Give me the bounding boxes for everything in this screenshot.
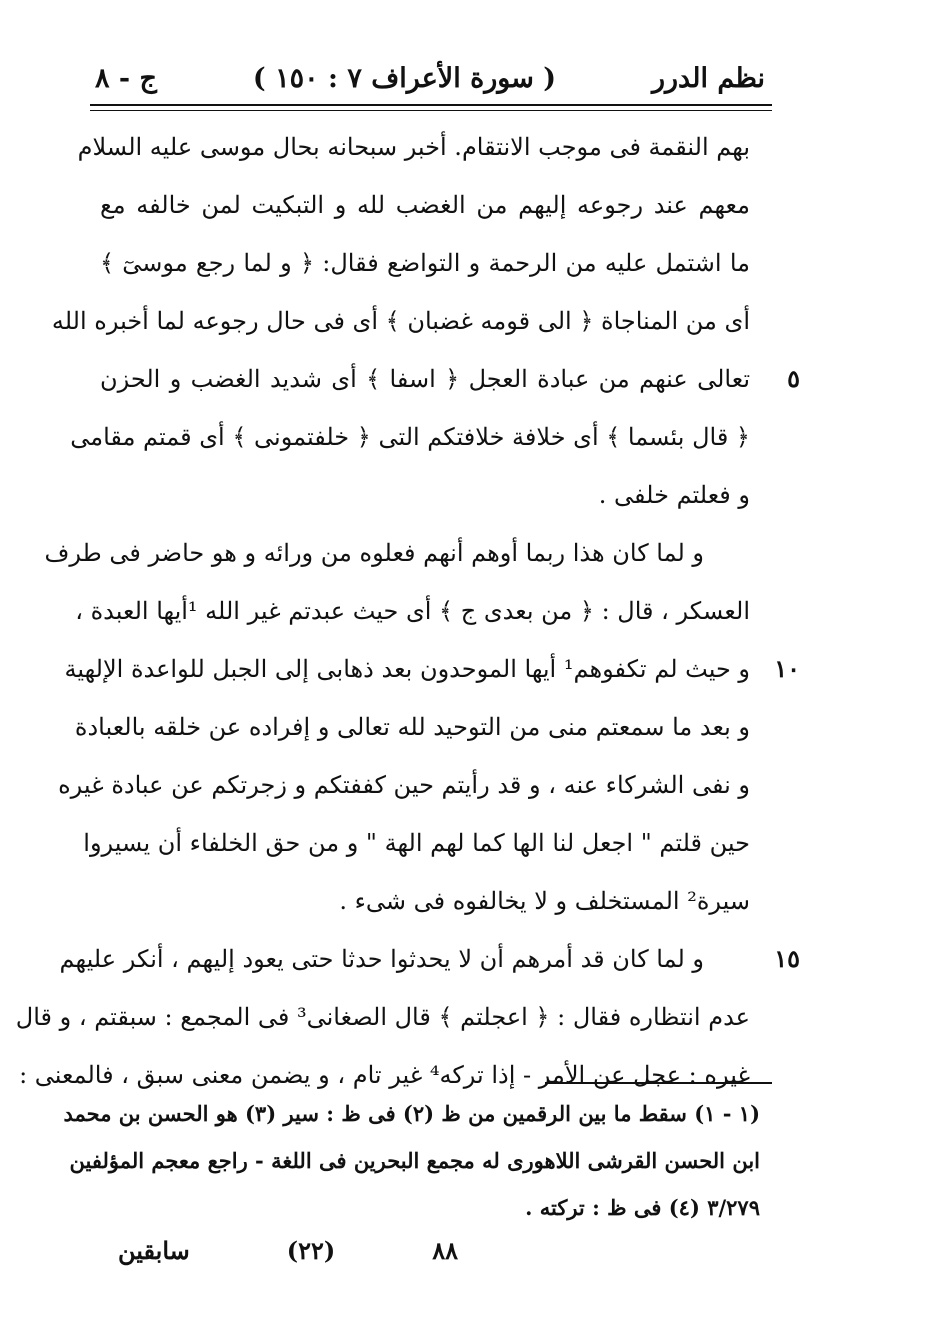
line-number-15: ١٥	[774, 944, 800, 973]
text-line: العسكر ، قال : ﴿ من بعدى ج ﴾ أى حيث عبدتم غير الله ¹أيها العبدة ،	[75, 597, 750, 625]
text-line: عدم انتظاره فقال : ﴿ اعجلتم ﴾ قال الصغانى³ فى المجمع : سبقتم ، و قال	[15, 1003, 750, 1031]
footnote-rule	[545, 1082, 772, 1084]
text-line: معهم عند رجوعه إليهم من الغضب لله و التبكيت لمن خالفه مع	[100, 191, 750, 219]
running-header	[95, 56, 765, 100]
text-line: سيرة² المستخلف و لا يخالفوه فى شىء .	[339, 887, 750, 915]
text-line: و حيث لم تكفوهم¹ أيها الموحدون بعد ذهابى إلى الجبل للواعدة الإلهية	[64, 655, 750, 683]
text-line: و لما كان هذا ربما أوهم أنهم فعلوه من ورائه و هو حاضر فى طرف	[44, 539, 704, 567]
text-line: بهم النقمة فى موجب الانتقام. أخبر سبحانه بحال موسى عليه السلام	[77, 133, 750, 161]
footnote-line: ابن الحسن القرشى اللاهورى له مجمع البحرين فى اللغة - راجع معجم المؤلفين	[69, 1148, 760, 1173]
text-line: ما اشتمل عليه من الرحمة و التواضع فقال: ﴿ و لما رجع موسىٓ ﴾	[100, 249, 750, 277]
signature-mark: (٢٢)	[286, 1235, 336, 1265]
footnote-line: ٣/٢٧٩ (٤) فى ظ : تركته .	[525, 1195, 760, 1220]
text-line: أى من المناجاة ﴿ الى قومه غضبان ﴾ أى فى حال رجوعه لما أخبره الله	[51, 307, 750, 335]
header-rule-thin	[90, 110, 772, 111]
text-line: حين قلتم " اجعل لنا الها كما لهم الهة " و من حق الخلفاء أن يسيروا	[83, 829, 750, 857]
main-text	[15, 118, 750, 1104]
header-rule	[90, 104, 772, 106]
book-title: نظم الدرر	[651, 62, 765, 94]
text-line: تعالى عنهم من عبادة العجل ﴿ اسفا ﴾ أى شديد الغضب و الحزن	[100, 365, 750, 393]
line-number-5: ٥	[787, 364, 800, 393]
line-number-10: ١٠	[774, 654, 800, 683]
part-number: ج - ٨	[95, 62, 157, 94]
text-line: و نفى الشركاء عنه ، و قد رأيتم حين كففتكم و زجرتكم عن عبادة غيره	[58, 771, 750, 799]
text-line: و لما كان قد أمرهم أن لا يحدثوا حدثا حتى يعود إليهم ، أنكر عليهم	[59, 945, 704, 973]
surah-reference: ( سورة الأعراف ٧ : ١٥٠ )	[252, 62, 557, 94]
text-line: و بعد ما سمعتم منى من التوحيد لله تعالى و إفراده عن خلقه بالعبادة	[74, 713, 750, 741]
text-line: غيره : عجل عن الأمر - إذا تركه⁴ غير تام ، و يضمن معنى سبق ، فالمعنى :	[19, 1061, 750, 1089]
footnote-line: (١ - ١) سقط ما بين الرقمين من ظ (٢) فى ظ : سير (٣) هو الحسن بن محمد	[63, 1101, 760, 1126]
catchword: سابقين	[118, 1235, 190, 1265]
text-line: ﴿ قال بئسما ﴾ أى خلافة خلافتكم التى ﴿ خلفتمونى ﴾ أى قمتم مقامى	[70, 423, 750, 451]
page-number: ٨٨	[432, 1235, 458, 1265]
footnotes	[63, 1090, 760, 1231]
page-footer	[118, 1228, 458, 1272]
text-line: و فعلتم خلفى .	[598, 481, 750, 509]
